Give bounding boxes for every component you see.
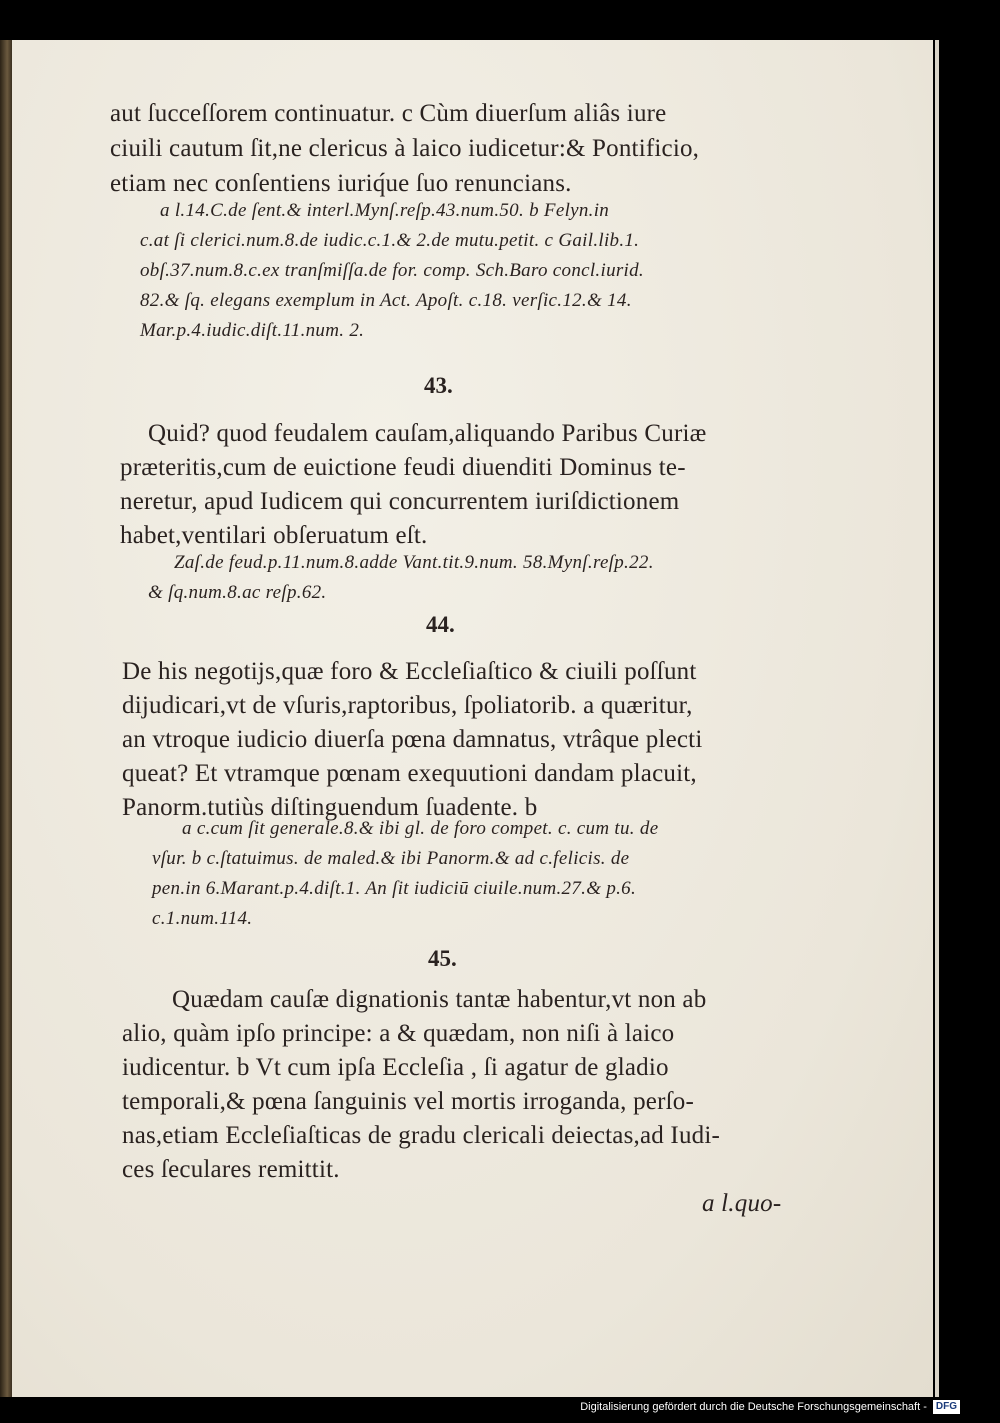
page-edge-strip	[935, 40, 939, 1397]
footnote-line: a l.14.C.de ſent.& interl.Mynſ.reſp.43.num.50. b Felyn.in	[160, 200, 610, 221]
text-line: habet,ventilari obſeruatum eſt.	[120, 522, 428, 549]
footnote-line: 82.& ſq. elegans exemplum in Act. Apoſt. c.18. verſic.12.& 14.	[140, 290, 632, 311]
footnote-line: vſur. b c.ſtatuimus. de maled.& ibi Panorm.& ad c.felicis. de	[152, 848, 630, 869]
text-line: alio, quàm ipſo principe: a & quædam, non niſi à laico	[122, 1020, 675, 1047]
footnote-line: a c.cum ſit generale.8.& ibi gl. de foro compet. c. cum tu. de	[182, 818, 659, 839]
text-line: neretur, apud Iudicem qui concurrentem iuriſdictionem	[120, 488, 680, 515]
text-line: ces ſeculares remittit.	[122, 1156, 340, 1183]
section-number: 43.	[424, 373, 453, 398]
book-binding-edge	[0, 40, 12, 1397]
text-line: ciuili cautum ſit,ne clericus à laico iudicetur:& Pontificio,	[110, 135, 700, 162]
footnote-line: c.1.num.114.	[152, 908, 253, 929]
text-line: an vtroque iudicio diuerſa pœna damnatus, vtrâque plecti	[122, 726, 703, 753]
footnote-line: obſ.37.num.8.c.ex tranſmiſſa.de for. comp. Sch.Baro concl.iurid.	[140, 260, 644, 281]
text-line: De his negotijs,quæ foro & Eccleſiaſtico & ciuili poſſunt	[122, 658, 697, 685]
footnote-line: c.at ſi clerici.num.8.de iudic.c.1.& 2.de mutu.petit. c Gail.lib.1.	[140, 230, 640, 251]
text-line: præteritis,cum de euictione feudi diuenditi Dominus te-	[120, 454, 686, 481]
footnote-line: Mar.p.4.iudic.diſt.11.num. 2.	[140, 320, 365, 341]
text-line: temporali,& pœna ſanguinis vel mortis irroganda, perſo-	[122, 1088, 694, 1115]
text-line: etiam nec conſentiens iuriq́ue ſuo renuncians.	[110, 170, 572, 197]
book-page	[12, 40, 933, 1397]
text-line: nas,etiam Eccleſiaſticas de gradu clericali deiectas,ad Iudi-	[122, 1122, 721, 1149]
section-number: 44.	[426, 612, 455, 637]
text-line: queat? Et vtramque pœnam exequutioni dandam placuit,	[122, 760, 697, 787]
footnote-line: & ſq.num.8.ac reſp.62.	[148, 582, 327, 603]
text-line: Panorm.tutiùs diſtinguendum ſuadente. b	[122, 794, 538, 821]
footnote-line: Zaſ.de feud.p.11.num.8.adde Vant.tit.9.num. 58.Mynſ.reſp.22.	[174, 552, 654, 573]
text-line: Quædam cauſæ dignationis tantæ habentur,vt non ab	[172, 986, 707, 1013]
digitization-footer	[580, 1400, 960, 1414]
section-number: 45.	[428, 946, 457, 971]
footer-text: Digitalisierung gefördert durch die Deutsche Forschungsgemeinschaft -	[580, 1401, 927, 1413]
text-line: iudicentur. b Vt cum ipſa Eccleſia , ſi agatur de gladio	[122, 1054, 669, 1081]
text-line: Quid? quod feudalem cauſam,aliquando Paribus Curiæ	[148, 420, 707, 447]
footnote-line: pen.in 6.Marant.p.4.diſt.1. An ſit iudiciū ciuile.num.27.& p.6.	[152, 878, 637, 899]
text-line: dijudicari,vt de vſuris,raptoribus, ſpoliatorib. a quæritur,	[122, 692, 693, 719]
catchword: a l.quo-	[702, 1190, 782, 1217]
text-line: aut ſucceſſorem continuatur. c Cùm diuerſum aliâs iure	[110, 100, 667, 127]
dfg-logo-icon: DFG	[933, 1400, 960, 1414]
